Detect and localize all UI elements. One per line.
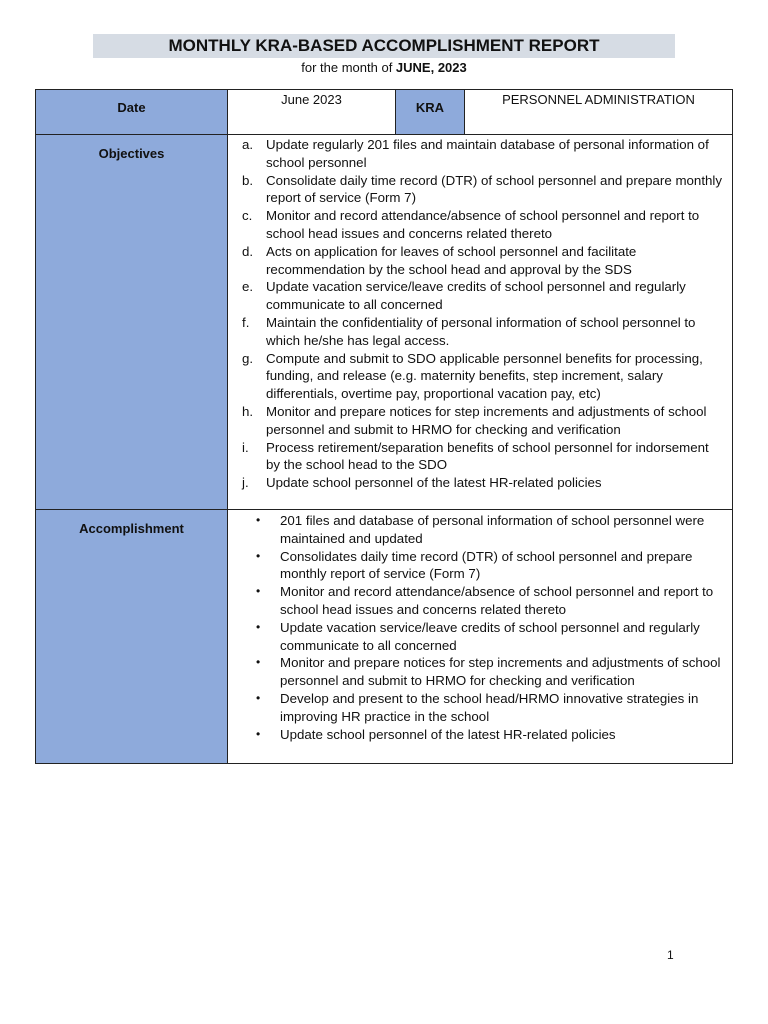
bullet-icon: •: [256, 655, 261, 670]
kra-value: PERSONNEL ADMINISTRATION: [502, 92, 695, 107]
report-subtitle: [0, 60, 768, 75]
kra-value-cell: [464, 89, 733, 135]
accomplishment-label: Accomplishment: [79, 521, 184, 536]
objective-text: Maintain the confidentiality of personal information of school personnel to which he/she has legal access.: [266, 314, 696, 348]
accomplishment-item: [228, 619, 724, 655]
objective-item: [228, 136, 724, 172]
objective-text: Monitor and prepare notices for step increments and adjustments of school personnel and submit to HRMO for checking and verification: [266, 403, 707, 437]
date-label: Date: [117, 100, 146, 115]
objective-marker: h.: [242, 403, 254, 419]
objective-text: Update school personnel of the latest HR-related policies: [266, 475, 602, 491]
bullet-icon: •: [256, 548, 261, 563]
objectives-label-cell: [35, 134, 228, 510]
objective-item: [228, 278, 724, 314]
objectives-label: Objectives: [98, 146, 165, 161]
objective-item: [228, 172, 724, 208]
objective-marker: c.: [242, 208, 253, 224]
objective-item: [228, 439, 724, 475]
bullet-icon: •: [256, 726, 261, 741]
subtitle-month: JUNE, 2023: [395, 60, 467, 75]
objective-marker: b.: [242, 172, 254, 188]
objectives-content-cell: [227, 134, 733, 510]
page-number: 1: [667, 948, 674, 962]
bullet-icon: •: [256, 584, 261, 599]
objective-text: Acts on application for leaves of school personnel and facilitate recommendation by the school head and approval by the SDS: [266, 243, 637, 277]
accomplishment-item: [228, 654, 724, 690]
objective-marker: e.: [242, 279, 254, 295]
accomplishment-label-cell: [35, 509, 228, 764]
accomplishment-text: 201 files and database of personal information of school personnel were maintained and updated: [280, 513, 705, 546]
objective-marker: a.: [242, 137, 254, 152]
objective-marker: j.: [242, 475, 249, 491]
bullet-icon: •: [256, 513, 261, 527]
accomplishment-text: Develop and present to the school head/HRMO innovative strategies in improving HR practice in the school: [280, 690, 699, 724]
kra-label-cell: [395, 89, 465, 135]
objective-text: Update regularly 201 files and maintain database of personal information of school personnel: [266, 137, 709, 170]
objective-marker: g.: [242, 350, 254, 366]
kra-label: KRA: [415, 100, 445, 115]
accomplishment-item: [228, 726, 724, 744]
objective-item: [228, 207, 724, 243]
accomplishment-text: Monitor and record attendance/absence of school personnel and report to school head issues and concerns related thereto: [280, 584, 714, 617]
objective-text: Monitor and record attendance/absence of school personnel and report to school head issues and concerns related thereto: [266, 208, 700, 241]
accomplishment-text: Monitor and prepare notices for step increments and adjustments of school personnel and submit to HRMO for checking and verification: [280, 655, 721, 689]
accomplishment-item: [228, 690, 724, 726]
accomplishment-text: Update school personnel of the latest HR-related policies: [280, 726, 616, 742]
accomplishment-content-cell: [227, 509, 733, 764]
objective-item: [228, 350, 724, 403]
bullet-icon: •: [256, 619, 261, 634]
bullet-icon: •: [256, 690, 261, 705]
objectives-list: [228, 136, 724, 492]
objective-marker: i.: [242, 439, 249, 455]
accomplishment-item: [228, 512, 724, 548]
objective-text: Update vacation service/leave credits of school personnel and regularly communicate to all concerned: [266, 279, 686, 313]
objective-item: [228, 243, 724, 279]
objective-item: [228, 474, 724, 492]
accomplishment-item: [228, 548, 724, 584]
accomplishment-list: [228, 512, 724, 743]
accomplishment-item: [228, 583, 724, 619]
accomplishment-text: Consolidates daily time record (DTR) of school personnel and prepare monthly report of service (Form 7): [280, 548, 693, 582]
subtitle-prefix: for the month of: [301, 60, 396, 75]
date-value-cell: [227, 89, 396, 135]
objective-marker: f.: [242, 314, 250, 330]
objective-text: Compute and submit to SDO applicable personnel benefits for processing, funding, and release (e.g. maternity benefits, step increment, salary differentials, overtime pay, proportional vacation pay, etc): [266, 350, 703, 402]
date-value: June 2023: [281, 92, 342, 107]
objective-marker: d.: [242, 243, 254, 259]
objective-text: Process retirement/separation benefits of school personnel for indorsement by the school head to the SDO: [266, 439, 709, 473]
objective-item: [228, 403, 724, 439]
report-title: MONTHLY KRA-BASED ACCOMPLISHMENT REPORT: [93, 34, 675, 58]
objective-item: [228, 314, 724, 350]
objective-text: Consolidate daily time record (DTR) of school personnel and prepare monthly report of service (Form 7): [266, 172, 723, 206]
accomplishment-text: Update vacation service/leave credits of school personnel and regularly communicate to all concerned: [280, 619, 700, 653]
date-label-cell: [35, 89, 228, 135]
